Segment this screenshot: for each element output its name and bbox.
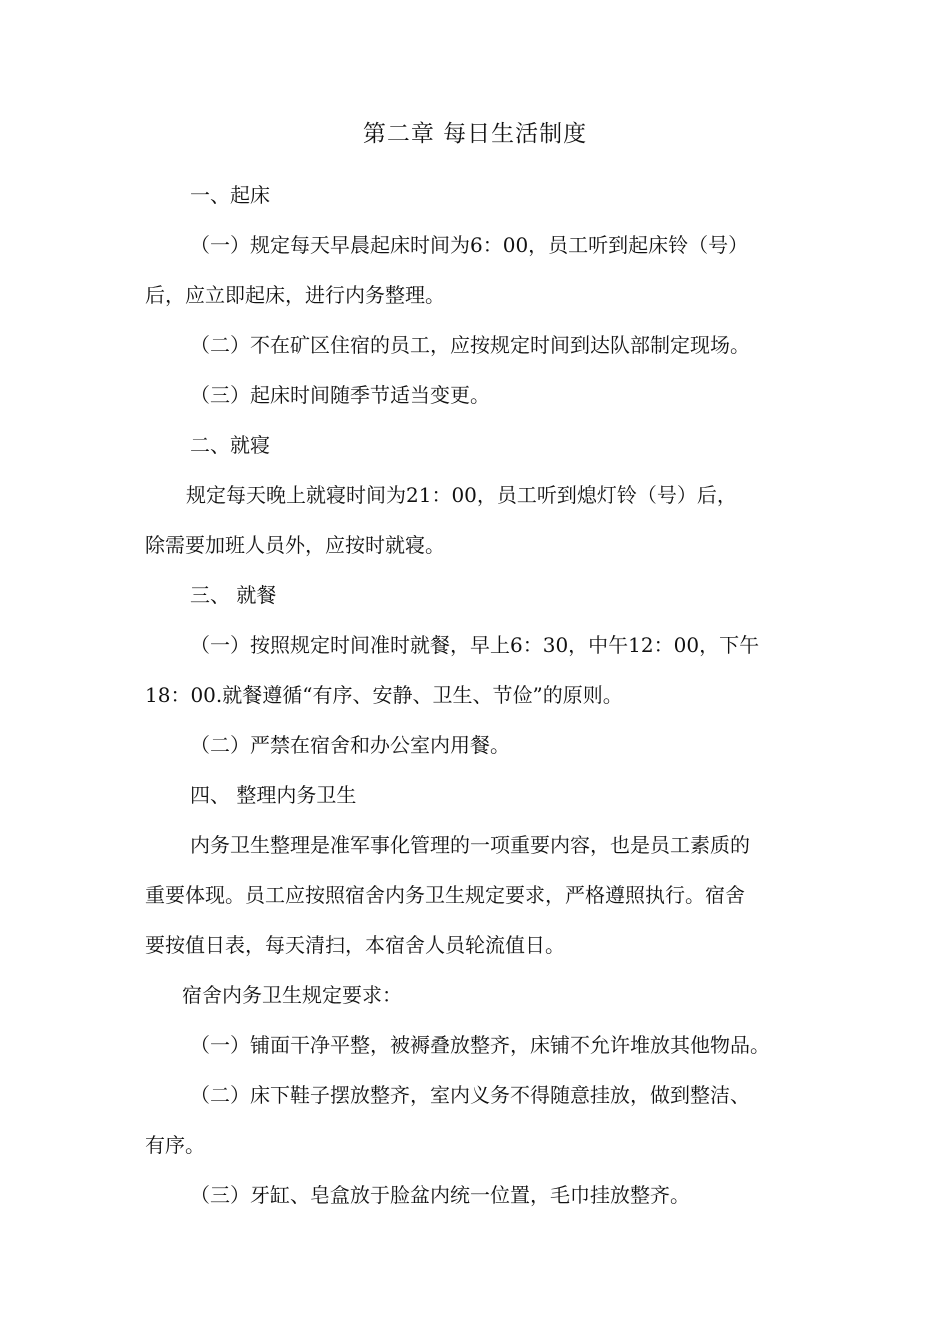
paragraph-line: （一）规定每天早晨起床时间为6：00，员工听到起床铃（号） bbox=[190, 233, 749, 257]
paragraph-line: 除需要加班人员外，应按时就寝。 bbox=[145, 533, 445, 557]
paragraph-line: （三）牙缸、皂盒放于脸盆内统一位置，毛巾挂放整齐。 bbox=[190, 1183, 690, 1207]
paragraph-line: （二）严禁在宿舍和办公室内用餐。 bbox=[190, 733, 510, 757]
section-heading-meals: 三、 就餐 bbox=[190, 583, 277, 607]
section-heading-bedtime: 二、就寝 bbox=[190, 433, 270, 457]
paragraph-line: （二）不在矿区住宿的员工，应按规定时间到达队部制定现场。 bbox=[190, 333, 750, 357]
paragraph-line: 内务卫生整理是准军事化管理的一项重要内容，也是员工素质的 bbox=[190, 833, 750, 857]
paragraph-line: （三）起床时间随季节适当变更。 bbox=[190, 383, 490, 407]
paragraph-line: （二）床下鞋子摆放整齐，室内义务不得随意挂放，做到整洁、 bbox=[190, 1083, 750, 1107]
paragraph-line: 有序。 bbox=[145, 1133, 205, 1157]
paragraph-line: 后，应立即起床，进行内务整理。 bbox=[145, 283, 445, 307]
paragraph-line: 规定每天晚上就寝时间为21：00，员工听到熄灯铃（号）后， bbox=[186, 483, 737, 507]
paragraph-line: （一）按照规定时间准时就餐，早上6：30，中午12：00，下午 bbox=[190, 633, 760, 657]
paragraph-line: 要按值日表，每天清扫，本宿舍人员轮流值日。 bbox=[145, 933, 565, 957]
section-heading-housekeeping: 四、 整理内务卫生 bbox=[190, 783, 357, 807]
paragraph-line: （一）铺面干净平整，被褥叠放整齐，床铺不允许堆放其他物品。 bbox=[190, 1033, 770, 1057]
paragraph-line: 18：00.就餐遵循“有序、安静、卫生、节俭”的原则。 bbox=[145, 683, 623, 707]
document-body bbox=[145, 170, 809, 1220]
paragraph-line: 重要体现。员工应按照宿舍内务卫生规定要求，严格遵照执行。宿舍 bbox=[145, 883, 745, 907]
chapter-title: 第二章 每日生活制度 bbox=[362, 121, 588, 147]
paragraph-line: 宿舍内务卫生规定要求： bbox=[182, 983, 402, 1007]
section-heading-wake-up: 一、起床 bbox=[190, 183, 270, 207]
